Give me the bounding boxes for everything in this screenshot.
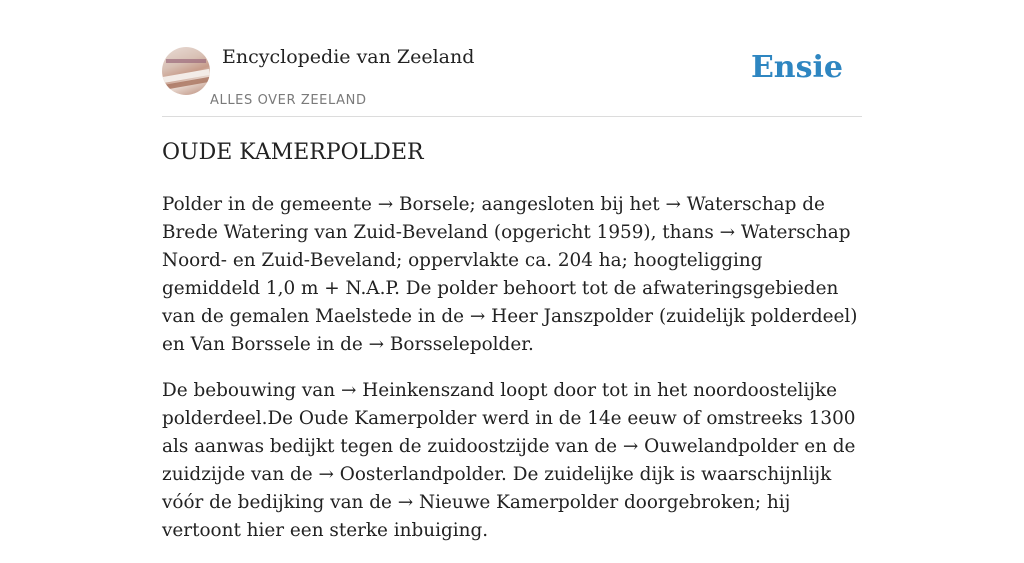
link-waterschap-noord-zuid-beveland[interactable]: → Waterschap Noord- en Zuid-Beveland [162,222,851,271]
link-heinkenszand[interactable]: → Heinkenszand [340,380,495,401]
text: De bebouwing van [162,380,341,401]
text: ; oppervlakte ca. 204 ha; hoogteligging gemiddeld 1,0 m + N.A.P. De polder behoort tot de afwateringsgebieden van de gemalen Maelstede in de [162,250,839,327]
text: en de zuidzijde van de [162,436,856,485]
site-header [162,0,862,117]
text: . [527,334,534,355]
logo-detail [166,59,206,63]
text: loopt door tot in het noordoostelijke polderdeel.De Oude Kamerpolder werd in de 14e eeuw of omstreeks 1300 als aanwas bedijkt tegen de zuidoostzijde van de [162,380,856,457]
site-tagline: ALLES OVER ZEELAND [210,93,367,108]
link-ouwelandpolder[interactable]: → Ouwelandpolder [622,436,799,457]
text: (opgericht 1959), thans [488,222,720,243]
text: (zuidelijk polderdeel) en Van Borssele in de [162,306,858,355]
link-waterschap-brede-watering[interactable]: → Waterschap de Brede Watering van Zuid-Beveland [162,194,825,243]
ensie-brand-link[interactable]: Ensie [750,50,843,85]
link-borsele[interactable]: → Borsele [377,194,470,215]
link-oosterlandpolder[interactable]: → Oosterlandpolder [318,464,502,485]
text: doorgebroken; hij vertoont hier een sterke inbuiging. [162,492,791,541]
article-title: OUDE KAMERPOLDER [162,140,424,165]
text: ; aangesloten bij het [469,194,666,215]
link-borsselepolder[interactable]: → Borsselepolder [368,334,528,355]
link-nieuwe-kamerpolder[interactable]: → Nieuwe Kamerpolder [397,492,619,513]
site-logo[interactable] [162,47,210,95]
article-paragraph [162,191,862,359]
text: . De zuidelijke dijk is waarschijnlijk vóór de bedijking van de [162,464,832,513]
site-title-link[interactable]: Encyclopedie van Zeeland [222,46,475,68]
article-body [162,191,862,563]
text: Polder in de gemeente [162,194,378,215]
link-heer-janszpolder[interactable]: → Heer Janszpolder [469,306,654,327]
article-paragraph [162,377,862,545]
